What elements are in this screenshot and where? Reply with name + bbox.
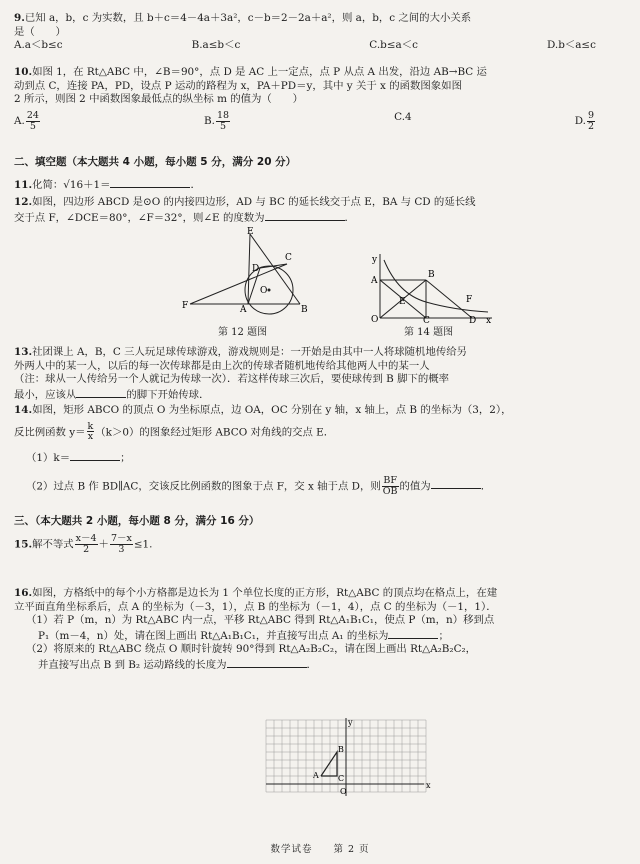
- page-footer: 数学试卷 第 2 页: [270, 843, 370, 855]
- fig12-caption: 第 12 题图: [218, 327, 268, 338]
- q9-options: [14, 39, 626, 53]
- q9-line2: 是（ ）: [14, 25, 66, 38]
- figure-12: [180, 226, 320, 326]
- fig12-label-o: O: [260, 286, 268, 296]
- fig16-label-y: y: [348, 718, 353, 727]
- fig14-label-e: E: [399, 297, 406, 307]
- q9-line1: 已知 a，b，c 为实数，且 b＋c＝4－4a＋3a²，c－b＝2－2a＋a²，则 a，b，c 之间的大小关系: [24, 12, 472, 24]
- q14-sub2-answer-blank[interactable]: [431, 478, 481, 489]
- q16-sub1-answer-blank[interactable]: [388, 628, 438, 639]
- q14-line1: 如图，矩形 ABCO 的顶点 O 为坐标原点，边 OA，OC 分别在 y 轴，x 轴上，点 B 的坐标为（3，2），: [32, 404, 512, 416]
- q10-option-c: C.4: [394, 110, 412, 123]
- q12-answer-blank[interactable]: [265, 210, 345, 221]
- q13-answer-blank[interactable]: [76, 387, 126, 398]
- fig14-caption: 第 14 题图: [404, 327, 454, 338]
- fig12-label-e: E: [247, 227, 254, 237]
- q10-option-a: A. $\frac{24}{5}$: [14, 109, 39, 132]
- fig16-label-o: O: [340, 787, 347, 796]
- q13-line1: 社团课上 A，B，C 三人玩足球传球游戏，游戏规则是：一开始是由其中一人将球随机地传给另: [32, 346, 468, 358]
- figure-16-grid[interactable]: [262, 716, 434, 800]
- q16-sub1a: （1）若 P（m，n）为 Rt△ABC 内一点，平移 Rt△ABC 得到 Rt△A₁B₁C₁，使点 P（m，n）移到点: [26, 614, 495, 627]
- q10-line2: 动到点 C，连接 PA，PD，设点 P 运动的路程为 x，PA＋PD＝y，其中 y 关于 x 的函数图象如图: [14, 79, 462, 92]
- q13-line2: 外两人中的某一人，以后的每一次传球都是由上次的传球者随机地传给其他两人中的某一人: [14, 359, 430, 372]
- q9-option-d: D.b＜a≤c: [546, 39, 596, 52]
- q9-option-c: C.b≤a＜c: [369, 39, 418, 52]
- q10-line3: 2 所示，则图 2 中函数图象最低点的纵坐标 m 的值为（ ）: [14, 93, 303, 106]
- fig12-label-c: C: [285, 253, 292, 263]
- q9-option-b: B.a≤b＜c: [191, 39, 241, 52]
- q9-number: 9.: [14, 12, 25, 24]
- q10-option-d: D. $\frac{9}{2}$: [574, 109, 594, 132]
- q10-options: [14, 111, 626, 132]
- fig16-label-a: A: [313, 771, 319, 780]
- fig14-label-a: A: [371, 276, 378, 286]
- q16-sub2-answer-blank[interactable]: [227, 657, 307, 668]
- question-13: 13.社团课上 A，B，C 三人玩足球传球游戏，游戏规则是：一开始是由其中一人将球随机地传给另 外两人中的某一人，以后的每一次传球都是由上次的传球者随机地传给其他两人中的某一人 （注：球从一人传给另一个人就记为传球一次）．若这样传球三次后，要使球传到 B 脚下的概率 最小，应该从 的脚下开始传球．: [14, 346, 626, 402]
- fig16-label-c: C: [338, 774, 345, 783]
- q9-option-a: A.a＜b≤c: [14, 39, 63, 52]
- fig14-label-f: F: [466, 295, 473, 305]
- question-11: 11.化简：√16＋1＝ ．: [14, 179, 201, 191]
- section-3-heading: 三、（本大题共 2 小题，每小题 8 分，满分 16 分）: [14, 515, 260, 527]
- q10-option-b: B. $\frac{18}{5}$: [203, 109, 230, 132]
- section-2-heading: 二、填空题（本大题共 4 小题，每小题 5 分，满分 20 分）: [14, 156, 297, 168]
- q12-line2: 交于点 F，∠DCE＝80°，∠F＝32°，则∠E 的度数为: [14, 211, 265, 224]
- question-9: [14, 12, 626, 53]
- q11-text: 化简：√16＋1＝: [32, 179, 111, 191]
- fig14-label-b: B: [428, 270, 435, 280]
- q10-line1: 如图 1，在 Rt△ABC 中，∠B＝90°，点 D 是 AC 上一定点，点 P 从点 A 出发，沿边 AB→BC 运: [32, 66, 487, 78]
- fig12-label-f: F: [182, 301, 189, 311]
- question-16: 16.如图，方格纸中的每个小方格都是边长为 1 个单位长度的正方形，Rt△ABC 的顶点均在格点上，在建 立平面直角坐标系后，点 A 的坐标为（－3，1），点 B 的坐标为（－1，4），点 C 的坐标为（－1，1）． （1）若 P（m，n）为 Rt△ABC 内一点，平移 Rt△ABC 得到 Rt△A₁B₁C₁，使点 P（m，n）移到点 P₁（m－4，n）处，请在图上画出 Rt△A₁B₁C₁，并直接写出点 A₁ 的坐标为 ； （2）将原来的 Rt△ABC 绕点 O 顺时针旋转 90°得到 Rt△A₂B₂C₂，请在图上画出 Rt△A₂B₂C₂， 并直接写出点 B 到 B₂ 运动路线的长度为 ．: [14, 587, 626, 672]
- question-15: 15.解不等式 $\frac{x-4}{2}$ ＋ $\frac{7-x}{3}$ ≤1.: [14, 533, 153, 555]
- question-12: 12.如图，四边形 ABCD 是⊙O 的内接四边形，AD 与 BC 的延长线交于点 E，BA 与 CD 的延长线 交于点 F，∠DCE＝80°，∠F＝32°，则∠E 的度数为 ．: [14, 196, 476, 224]
- fig14-label-c: C: [423, 316, 430, 324]
- q10-number: 10.: [14, 66, 33, 78]
- fig16-label-b: B: [338, 745, 344, 754]
- q12-line1: 如图，四边形 ABCD 是⊙O 的内接四边形，AD 与 BC 的延长线交于点 E，BA 与 CD 的延长线: [32, 196, 476, 208]
- fig16-label-x: x: [426, 781, 431, 790]
- question-14: 14.如图，矩形 ABCO 的顶点 O 为坐标原点，边 OA，OC 分别在 y 轴，x 轴上，点 B 的坐标为（3，2）， 反比例函数 y＝ $\frac{k}{x}$ （k＞0）的图象经过矩形 ABCO 对角线的交点 E． （1）k＝ ； （2）过点 B 作 BD∥AC，交该反比例函数的图象于点 F，交 x 轴于点 D，则 $\frac{BF}{OB}$ 的值为 ．: [14, 404, 512, 497]
- q11-answer-blank[interactable]: [110, 177, 190, 188]
- q14-sub1-answer-blank[interactable]: [70, 450, 120, 461]
- figure-14: [368, 252, 498, 324]
- q13-line3: （注：球从一人传给另一个人就记为传球一次）．若这样传球三次后，要使球传到 B 脚下的概率: [14, 373, 450, 386]
- fig12-label-d: D: [252, 264, 260, 274]
- fig12-label-a: A: [240, 305, 247, 315]
- q16-line1: 如图，方格纸中的每个小方格都是边长为 1 个单位长度的正方形，Rt△ABC 的顶点均在格点上，在建: [32, 587, 498, 599]
- q16-line2: 立平面直角坐标系后，点 A 的坐标为（－3，1），点 B 的坐标为（－1，4），点 C 的坐标为（－1，1）．: [14, 600, 497, 613]
- fig14-label-o: O: [371, 315, 379, 324]
- question-10: [14, 66, 626, 131]
- fig12-label-b: B: [301, 305, 308, 315]
- fig14-label-d: D: [469, 316, 477, 324]
- fig14-label-y: y: [372, 255, 378, 265]
- fig14-label-x: x: [486, 316, 492, 324]
- q16-sub2a: （2）将原来的 Rt△ABC 绕点 O 顺时针旋转 90°得到 Rt△A₂B₂C₂，请在图上画出 Rt△A₂B₂C₂，: [26, 643, 477, 656]
